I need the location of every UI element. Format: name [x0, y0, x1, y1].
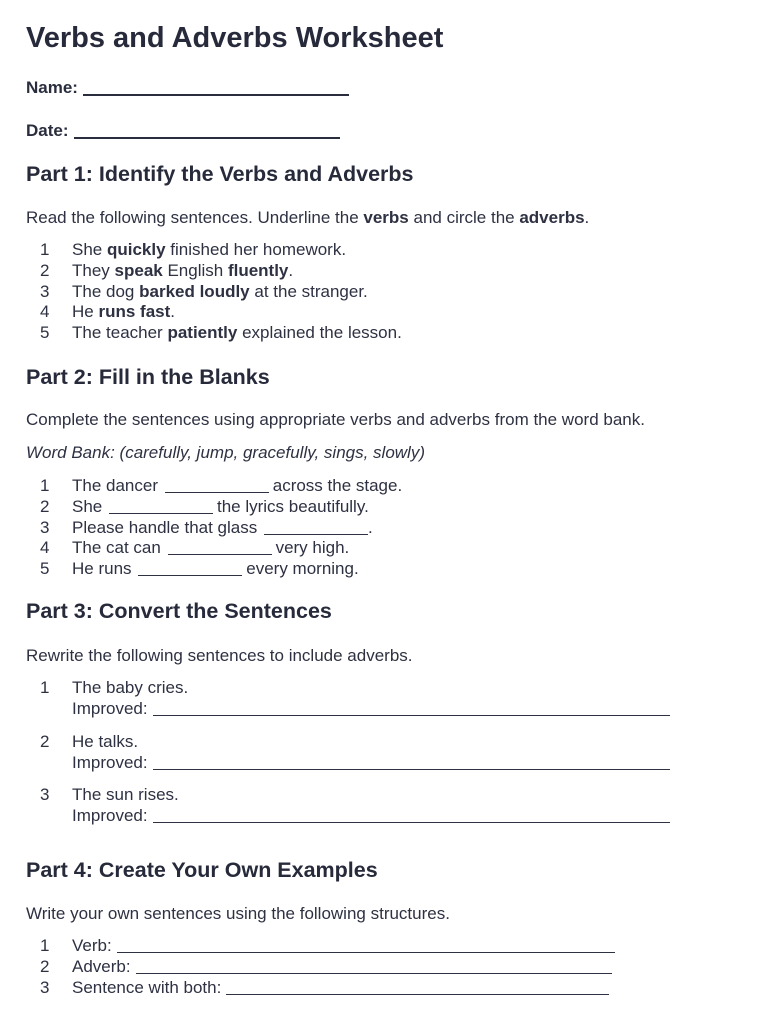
sentence-text: finished her homework. — [165, 240, 347, 259]
improved-label: Improved: — [72, 806, 148, 825]
sentence-text: English — [162, 260, 228, 280]
bold-word: patiently — [167, 323, 238, 343]
original-sentence: The sun rises. — [72, 785, 179, 804]
instructions-adverbs: adverbs — [519, 208, 585, 227]
sentence-text: Please handle that glass — [72, 517, 262, 537]
item-text — [72, 476, 402, 497]
bold-word: quickly — [106, 240, 166, 259]
sentence-text: They — [72, 260, 115, 280]
item-number: 3 — [40, 281, 50, 301]
page-title: Verbs and Adverbs Worksheet — [26, 22, 444, 54]
item-number: 5 — [40, 323, 50, 343]
item-text — [72, 518, 373, 539]
instructions-text: . — [584, 208, 590, 227]
item-text — [72, 282, 368, 303]
original-sentence: The baby cries. — [72, 678, 189, 697]
instructions-text: and circle the — [408, 208, 520, 227]
item-number: 1 — [40, 476, 50, 495]
sentence-text: at the stranger. — [249, 281, 368, 301]
part2-heading: Part 2: Fill in the Blanks — [26, 365, 270, 389]
improved-line — [72, 699, 670, 719]
sentence-text: He — [72, 302, 99, 322]
item-number: 2 — [40, 496, 50, 516]
item-text — [72, 261, 293, 282]
bold-word: fluently — [227, 260, 289, 280]
part1-heading: Part 1: Identify the Verbs and Adverbs — [26, 162, 414, 186]
bold-word: speak — [114, 260, 163, 280]
word-bank: Word Bank: (carefully, jump, gracefully, sings, slowly) — [26, 443, 425, 462]
instructions-verbs: verbs — [363, 208, 409, 227]
item-text — [72, 936, 615, 957]
item-number: 3 — [40, 977, 50, 997]
answer-line[interactable] — [153, 701, 670, 716]
sentence-text: . — [170, 302, 175, 322]
item-text — [72, 957, 612, 978]
part1-instructions — [26, 208, 589, 228]
date-field — [26, 121, 340, 141]
instructions-text: Read the following sentences. Underline the — [26, 208, 364, 227]
item-number: 2 — [40, 260, 50, 280]
prompt-label: Sentence with both: — [72, 977, 222, 997]
part2-instructions: Complete the sentences using appropriate verbs and adverbs from the word bank. — [26, 410, 645, 429]
item-text — [72, 559, 359, 580]
part4-instructions: Write your own sentences using the following structures. — [26, 904, 450, 923]
fill-blank[interactable] — [168, 540, 272, 555]
item-number: 4 — [40, 302, 50, 322]
item-number: 1 — [40, 936, 50, 955]
sentence-text: The teacher — [72, 323, 168, 343]
item-number: 2 — [40, 732, 50, 751]
fill-blank[interactable] — [264, 520, 368, 535]
fill-blank[interactable] — [138, 561, 242, 576]
item-number: 1 — [40, 678, 50, 697]
item-number: 3 — [40, 785, 50, 804]
name-blank-line[interactable] — [83, 80, 349, 96]
sentence-text: The dog — [72, 281, 140, 301]
sentence-text: . — [367, 517, 373, 537]
part4-heading: Part 4: Create Your Own Examples — [26, 858, 378, 882]
name-label: Name: — [26, 78, 78, 97]
item-text — [72, 302, 175, 323]
bold-word: runs fast — [98, 302, 171, 322]
sentence-text: . — [288, 260, 294, 280]
item-text — [72, 323, 402, 344]
sentence-text: The cat can — [72, 538, 166, 558]
sentence-text: The dancer — [72, 476, 163, 495]
improved-line — [72, 753, 670, 773]
sentence-text: the lyrics beautifully. — [216, 496, 369, 516]
prompt-label: Adverb: — [72, 956, 131, 976]
date-label: Date: — [26, 121, 69, 140]
answer-line[interactable] — [117, 938, 615, 953]
item-number: 4 — [40, 538, 50, 558]
improved-label: Improved: — [72, 699, 148, 718]
answer-line[interactable] — [153, 808, 670, 823]
bold-word: barked loudly — [139, 281, 250, 301]
item-text — [72, 497, 369, 518]
answer-line[interactable] — [226, 980, 609, 995]
name-field — [26, 78, 349, 98]
sentence-text: She — [72, 496, 107, 516]
sentence-text: She — [72, 240, 107, 259]
improved-label: Improved: — [72, 753, 148, 772]
item-number: 5 — [40, 559, 50, 579]
answer-line[interactable] — [136, 959, 612, 974]
prompt-label: Verb: — [72, 936, 112, 955]
item-text — [72, 240, 346, 261]
sentence-text: across the stage. — [272, 476, 403, 495]
part3-heading: Part 3: Convert the Sentences — [26, 599, 332, 623]
item-text — [72, 538, 349, 559]
part3-instructions: Rewrite the following sentences to include adverbs. — [26, 646, 413, 665]
item-number: 3 — [40, 517, 50, 537]
item-text — [72, 978, 609, 999]
sentence-text: every morning. — [246, 559, 359, 579]
answer-line[interactable] — [153, 755, 670, 770]
original-sentence: He talks. — [72, 732, 139, 751]
item-number: 2 — [40, 956, 50, 976]
sentence-text: very high. — [275, 538, 350, 558]
sentence-text: He runs — [72, 559, 137, 579]
fill-blank[interactable] — [165, 478, 269, 493]
sentence-text: explained the lesson. — [237, 323, 402, 343]
item-number: 1 — [40, 240, 50, 259]
fill-blank[interactable] — [109, 499, 213, 514]
improved-line — [72, 806, 670, 826]
date-blank-line[interactable] — [74, 123, 340, 139]
